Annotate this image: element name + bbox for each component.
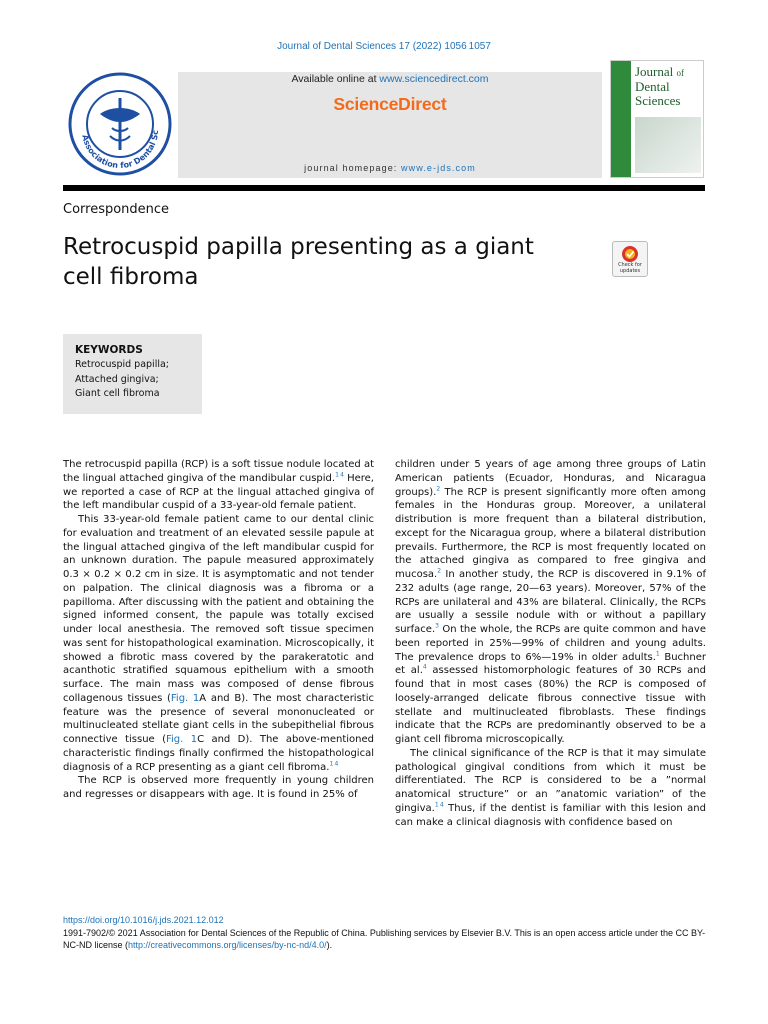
paragraph: The retrocuspid papilla (RCP) is a soft tissue nodule located at the lingual attached gingiva of the mandibular cuspid.$^{1 4}$ Here, we reported a case of RCP at the lingual attached gingiva of the left mandibular cuspid of a 33-year-old female patient. [63,459,374,512]
doi-link[interactable]: https://doi.org/10.1016/j.jds.2021.12.012 [63,915,224,925]
homepage-link[interactable]: www.e-jds.com [401,163,476,173]
article-title: Retrocuspid papilla presenting as a giant cell fibroma [63,234,534,290]
reference-link[interactable]: 1 4 [434,801,444,809]
paragraph: The RCP is observed more frequently in young children and regresses or disappears with age. It is found in 25% of [63,775,374,800]
reference-link[interactable]: 4 [422,663,427,671]
society-logo [66,70,174,178]
cover-strip [611,61,631,177]
keywords-title: KEYWORDS [75,344,143,356]
journal-cover-thumbnail[interactable] [610,60,704,178]
paragraph: The clinical significance of the RCP is that it may simulate pathological gingival conditions from which it must be differentiated. The RCP is considered to be a ”normal anatomical structure” or an ”anatomic variation” of the gingiva.$^{1 4}$ Thus, if the dentist is familiar with this lesion and can make a clinical diagnosis with confidence based on [395,747,706,828]
paragraph: This 33-year-old female patient came to our dental clinic for evaluation and treatment of an elevated sessile papule at the lingual attached gingiva of the left mandibular cuspid for an unknown duration. The papule measured approximately 0.3 × 0.2 × 0.2 cm in size. It is asymptomatic and not tender on palpation. The clinical diagnosis was a fibroma or a papilloma. After discussing with the patient and obtaining the signed informed consent, the papule was totally excised under local anesthesia. The removed soft tissue specimen was sent for histopathological examination. Microscopically, it showed a fibrotic mass covered by the parakeratotic and acanthotic stratified squamous epithelium with a smooth surface. The main mass was composed of dense fibrous collagenous tissues (Fig. 1A and B). The most characteristic feature was the presence of several mononucleated or multinucleated stellate giant cells in the subepithelial fibrous connective tissue (Fig. 1C and D). The above-mentioned characteristic findings finally confirmed the histopathological diagnosis of a RCP presenting as a giant cell fibroma.$^{1 4}$ [63,514,374,773]
footer [63,914,708,952]
cover-image [635,117,701,173]
reference-link[interactable]: 2 [436,485,441,493]
check-updates-label: Check for updates [618,262,642,274]
reference-link[interactable]: 1 4 [335,471,344,479]
keyword-item: Retrocuspid papilla; [75,359,169,370]
sciencedirect-logo[interactable]: ScienceDirect [333,94,447,114]
svg-text:Taiwan Association for Dental: Association for Dental Sc [80,129,161,171]
cover-title: Journal of Dental Sciences [635,64,685,108]
body-column-right [395,458,706,829]
journal-citation[interactable]: Journal of Dental Sciences 17 (2022) 1056 1057 [277,41,491,52]
sciencedirect-link[interactable]: www.sciencedirect.com [379,73,489,85]
reference-link[interactable]: 1 4 [329,760,339,768]
reference-link[interactable]: 1 [655,650,660,658]
reference-link[interactable]: 3 [435,622,439,630]
society-seal-icon [66,70,174,178]
publisher-banner [178,72,602,178]
license-link[interactable]: http://creativecommons.org/licenses/by-nc-nd/4.0/ [128,940,327,950]
keyword-item: Attached gingiva; [75,373,159,385]
copyright-notice: 1991-7902/© 2021 Association for Dental Sciences of the Republic of China. Publishing services by Elsevier B.V. This is an open access article under the CC BY-NC-ND license (http://creativecommons.org/licenses/by-nc-nd/4.0/). [63,927,706,950]
paragraph: children under 5 years of age among three groups of Latin American patients (Ecuador, Honduras, and Nicaragua groups).$^2$ The RCP is present significantly more often among females in the Honduras group. Moreover, a unilateral distribution is more frequent than a bilateral distribution, except for the Nicaragua group, where a bilateral distribution prevails. Furthermore, the RCP is most frequently located on the attached gingiva as compared to free gingiva and mucosa.$^2$ In another study, the RCP is discovered in 9.1% of 232 adults (age range, 20—63 years). Moreover, 57% of the RCPs are unilateral and 43% are bilateral. Clinically, the RCPs are usually a sessile nodule with or without a papillary surface.$^3$ On the whole, the RCPs are quite common and have been reported in 25%—99% of children and young adults. The prevalence drops to 6%—19% in older adults.$^1$ Buchner et al.$^4$ assessed histomorphologic features of 30 RCPs and found that in most cases (80%) the RCP is composed of loosely-arranged delicate fibrous connective tissue with stellate and multinucleated fibroblasts. These findings indicate that the RCPs are predominantly observed to be a giant cell fibroma microscopically. [395,459,706,745]
check-for-updates-button[interactable] [612,241,648,277]
keyword-item: Giant cell fibroma [75,388,160,399]
keywords-box [63,334,202,414]
available-online: Available online at www.sciencedirect.com [291,73,489,85]
figure-link[interactable]: Fig. 1 [166,734,198,745]
check-updates-icon [621,245,639,263]
body-column-left [63,458,374,802]
reference-link[interactable]: 2 [437,567,442,575]
header-rule [63,185,705,191]
article-type: Correspondence [63,202,170,217]
figure-link[interactable]: Fig. 1 [170,692,200,704]
journal-homepage: journal homepage: www.e-jds.com [304,163,476,173]
